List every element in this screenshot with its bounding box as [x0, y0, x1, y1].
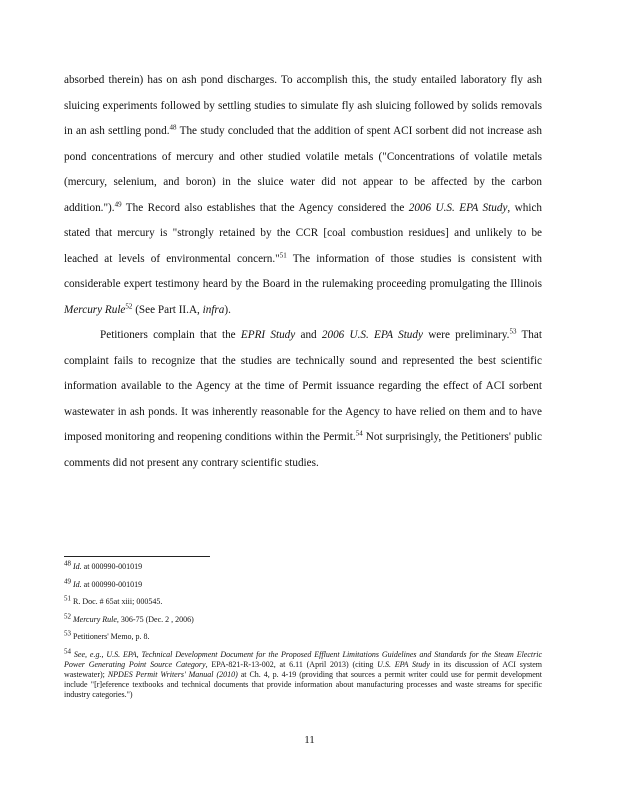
infra-italic: infra	[202, 303, 225, 316]
text-run: , which stated that mercury is "strongly retained by the CCR [coal combustion residues] and unlikely to be leached at levels of environmental concern."	[64, 201, 543, 265]
footnote-48	[64, 559, 542, 573]
text-run: were preliminary.	[422, 329, 510, 341]
footnote-italic: NPDES Permit Writers' Manual (2010)	[107, 669, 238, 679]
footnote-separator	[64, 556, 210, 557]
footnote-italic: Mercury Rule	[73, 614, 117, 624]
footnote-italic: U.S. EPA Study	[377, 659, 430, 669]
study-title-italic: 2006 U.S. EPA Study	[321, 329, 423, 341]
text-run: The Record also establishes that the Agency considered the	[121, 201, 409, 214]
footnote-number: 54	[64, 646, 71, 655]
footnote-text: in its discussion of ACI system wastewater);	[64, 659, 542, 679]
footnote-ref-48[interactable]: 48	[169, 123, 177, 132]
footnote-ref-52[interactable]: 52	[125, 301, 133, 310]
footnote-text: R. Doc. # 65at xiii; 000545.	[73, 597, 163, 606]
footnote-53	[64, 629, 542, 643]
footnote-number: 49	[64, 576, 71, 585]
text-run: Petitioners complain that the	[100, 329, 241, 341]
footnote-text: Petitioners' Memo, p. 8.	[73, 632, 150, 641]
footnote-text: , EPA-821-R-13-002, at 6.11 (April 2013) (citing	[205, 659, 378, 669]
footnote-51	[64, 594, 542, 608]
footnote-ref-53[interactable]: 53	[509, 327, 517, 336]
case-title-italic: 2006 U.S. EPA Study	[408, 201, 508, 214]
footnote-52	[64, 611, 542, 626]
paragraph-2	[64, 323, 542, 476]
footnote-text: ,	[101, 649, 107, 659]
footnote-italic: See, e.g.	[73, 649, 102, 659]
text-run: (See Part II.A,	[132, 303, 203, 316]
text-run: The information of those studies is consistent with considerable expert testimony heard by the Board in the rulemaking proceeding promulgating the Illinois	[64, 252, 543, 290]
text-run: and	[295, 329, 322, 341]
text-run: The study concluded that the addition of spent ACI sorbent did not increase ash pond concentrations of mercury and other studied volatile metals ("Concentrations of volatile metals (mercury, selenium, and boron) in the sluice water did not appear to be affected by the carbon addition.").	[64, 125, 542, 214]
footnote-italic: Id.	[73, 562, 82, 571]
rule-title-italic: Mercury Rule	[64, 303, 126, 316]
text-run: Not surprisingly, the Petitioners' public comments did not present any contrary scientific studies.	[64, 431, 542, 469]
page-number: 11	[304, 734, 315, 746]
footnote-number: 53	[64, 629, 71, 638]
footnote-text: at 000990-001019	[81, 579, 143, 589]
footnotes	[64, 559, 543, 707]
text-run: absorbed therein) has on ash pond discharges. To accomplish this, the study entailed laboratory fly ash sluicing experiments followed by settling studies to simulate fly ash sluicing followed by solids removals in an ash settling pond.	[64, 74, 542, 137]
footnote-49	[64, 576, 542, 591]
footnote-number: 52	[64, 611, 71, 620]
text-run: ).	[224, 303, 231, 316]
footnote-number: 48	[64, 559, 71, 568]
paragraph-1	[64, 68, 542, 323]
footnote-italic: Id.	[73, 579, 82, 589]
footnote-ref-49[interactable]: 49	[114, 199, 122, 208]
footnote-54	[64, 646, 543, 700]
study-title-italic: EPRI Study	[240, 329, 296, 341]
footnote-ref-51[interactable]: 51	[279, 250, 287, 259]
footnote-italic: U.S. EPA, Technical Development Document for the Proposed Effluent Limitations Guidelines and Standards for the Steam Electric Power Generating Point Source Category	[64, 649, 543, 669]
footnote-text: , 306-75 (Dec. 2 , 2006)	[116, 614, 194, 624]
footnote-text: at 000990-001019	[81, 562, 143, 571]
text-run: That complaint fails to recognize that the studies are technically sound and represented the best scientific information available to the Agency at the time of Permit issuance regarding the effect of ACI sorbent wastewater in ash ponds. It was inherently reasonable for the Agency to have relied on them and to have imposed monitoring and reopening conditions within the Permit.	[64, 329, 542, 443]
footnote-text: at Ch. 4, p. 4-19 (providing that sources a permit writer could use for permit development include "[r]eference textbooks and technical documents that provide information about manufacturing processes and waste streams for specific industry categories.")	[64, 669, 542, 699]
body-text	[64, 68, 542, 476]
footnote-number: 51	[64, 594, 71, 603]
footnote-ref-54[interactable]: 54	[355, 429, 363, 438]
